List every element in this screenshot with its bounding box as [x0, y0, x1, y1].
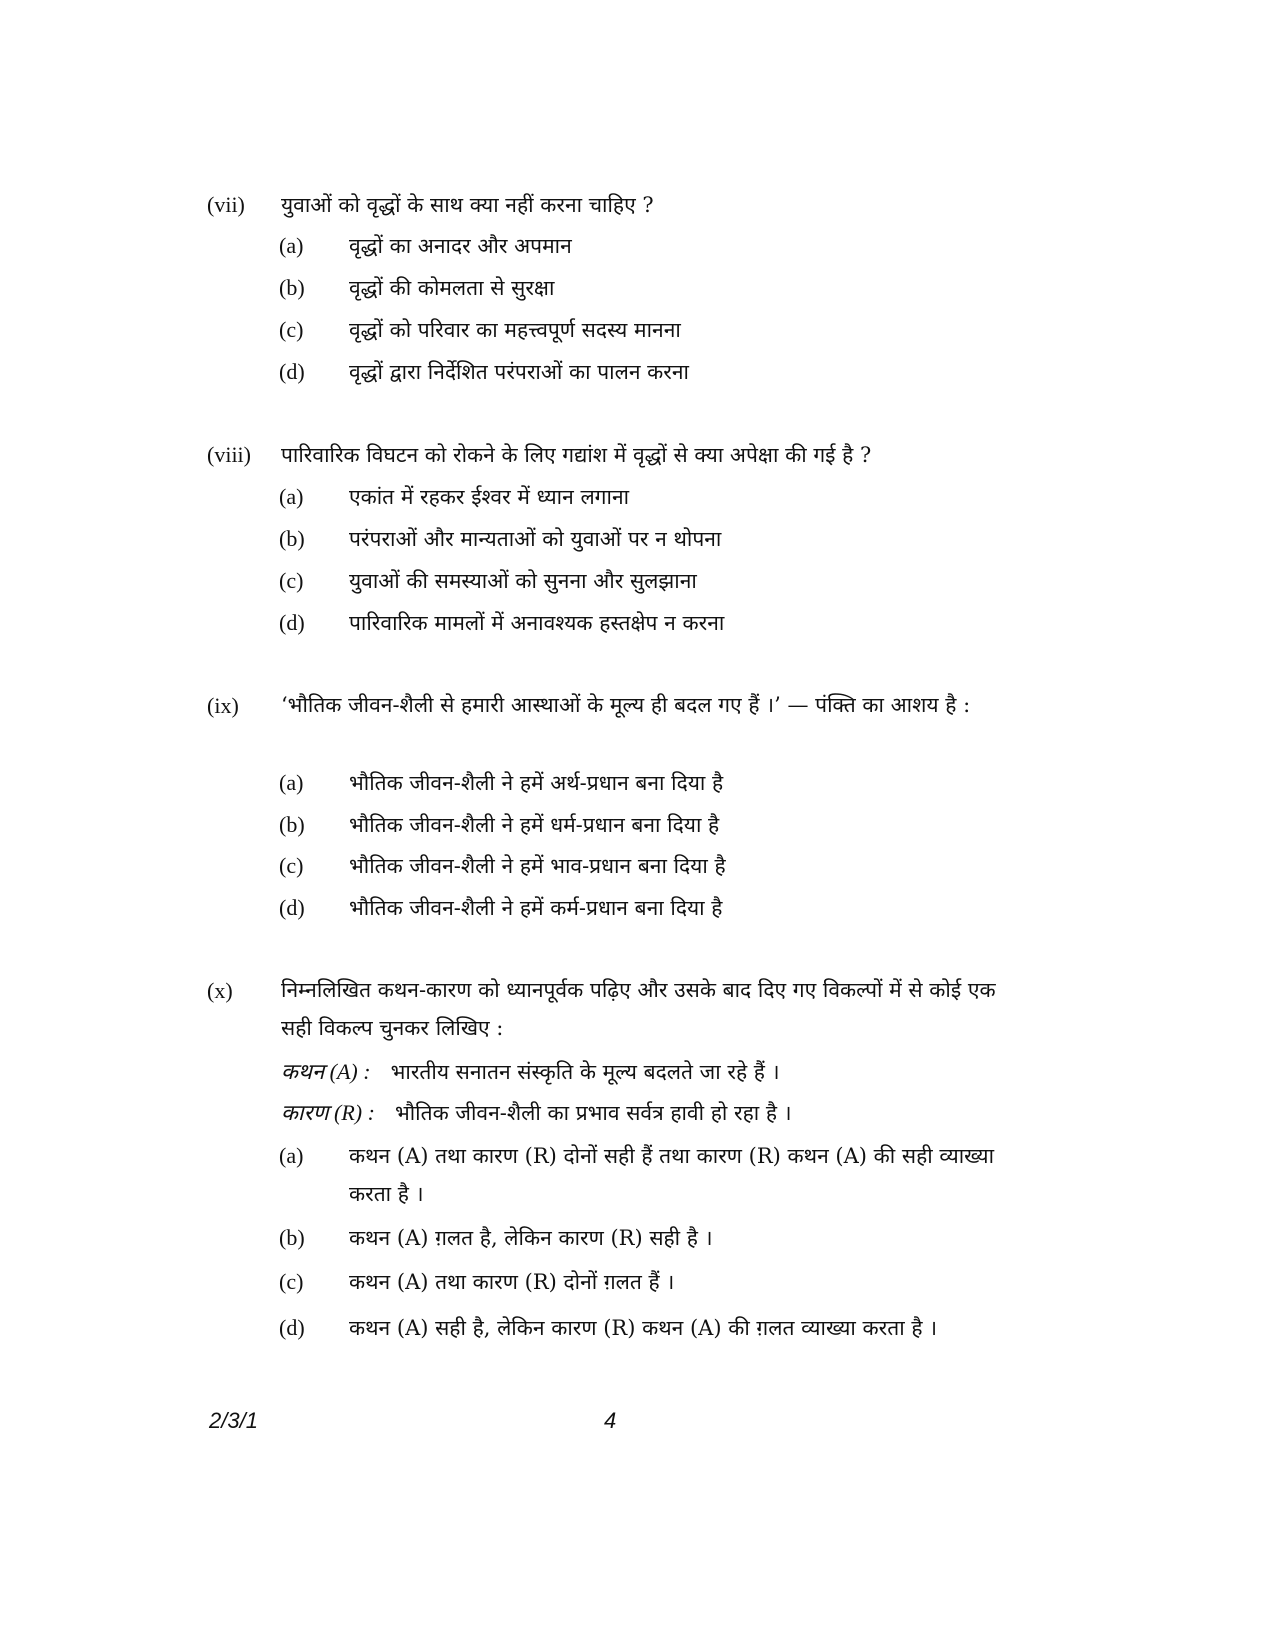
option-text: भौतिक जीवन-शैली ने हमें अर्थ-प्रधान बना दिया है	[349, 771, 724, 795]
option-text: वृद्धों की कोमलता से सुरक्षा	[349, 276, 555, 300]
reason-label: कारण (R) :	[281, 1100, 375, 1125]
option-text: कथन (A) ग़लत है, लेकिन कारण (R) सही है ।	[349, 1226, 713, 1250]
option-label: (d)	[279, 610, 305, 635]
option-label: (b)	[279, 812, 305, 837]
assertion-line	[281, 1056, 780, 1086]
option-label: (d)	[279, 895, 305, 920]
option-text: भौतिक जीवन-शैली ने हमें धर्म-प्रधान बना दिया है	[349, 813, 720, 837]
option-text: कथन (A) तथा कारण (R) दोनों सही हैं तथा कारण (R) कथन (A) की सही व्याख्या करता है ।	[349, 1144, 995, 1206]
question-number: (x)	[207, 978, 233, 1003]
option-label: (c)	[279, 568, 304, 593]
option-text: वृद्धों का अनादर और अपमान	[349, 234, 572, 258]
question-text: पारिवारिक विघटन को रोकने के लिए गद्यांश में वृद्धों से क्या अपेक्षा की गई है ?	[281, 443, 872, 467]
option-text: कथन (A) तथा कारण (R) दोनों ग़लत हैं ।	[349, 1270, 675, 1294]
question-text: निम्नलिखित कथन-कारण को ध्यानपूर्वक पढ़िए और उसके बाद दिए गए विकल्पों में से कोई एक सही विकल्प चुनकर लिखिए :	[281, 978, 996, 1040]
page-number: 4	[604, 1408, 617, 1433]
option-label: (b)	[279, 275, 305, 300]
option-text: कथन (A) सही है, लेकिन कारण (R) कथन (A) की ग़लत व्याख्या करता है ।	[349, 1316, 938, 1340]
option-label: (b)	[279, 1225, 305, 1250]
question-number: (ix)	[207, 693, 239, 718]
option-text: भौतिक जीवन-शैली ने हमें कर्म-प्रधान बना दिया है	[349, 896, 723, 920]
option-text: पारिवारिक मामलों में अनावश्यक हस्तक्षेप न करना	[349, 611, 725, 635]
option-label: (a)	[279, 484, 304, 509]
option-text: एकांत में रहकर ईश्वर में ध्यान लगाना	[349, 485, 630, 509]
option-text: वृद्धों द्वारा निर्देशित परंपराओं का पालन करना	[349, 360, 689, 384]
option-text: परंपराओं और मान्यताओं को युवाओं पर न थोपना	[349, 527, 722, 551]
option-label: (c)	[279, 853, 304, 878]
option-label: (c)	[279, 1269, 304, 1294]
question-number: (viii)	[207, 442, 251, 467]
question-text: युवाओं को वृद्धों के साथ क्या नहीं करना चाहिए ?	[281, 193, 654, 217]
option-label: (d)	[279, 359, 305, 384]
question-text: ‘भौतिक जीवन-शैली से हमारी आस्थाओं के मूल्य ही बदल गए हैं ।’ — पंक्ति का आशय है :	[281, 693, 971, 717]
option-label: (b)	[279, 526, 305, 551]
assertion-label: कथन (A) :	[281, 1059, 371, 1084]
question-number: (vii)	[207, 192, 245, 217]
assertion-text: भारतीय सनातन संस्कृति के मूल्य बदलते जा रहे हैं ।	[390, 1060, 780, 1084]
option-label: (a)	[279, 770, 304, 795]
option-label: (a)	[279, 1143, 304, 1168]
option-text: भौतिक जीवन-शैली ने हमें भाव-प्रधान बना दिया है	[349, 854, 726, 878]
option-label: (a)	[279, 233, 304, 258]
paper-code: 2/3/1	[209, 1408, 258, 1433]
reason-text: भौतिक जीवन-शैली का प्रभाव सर्वत्र हावी हो रहा है ।	[394, 1101, 792, 1125]
option-label: (c)	[279, 317, 304, 342]
option-text: युवाओं की समस्याओं को सुनना और सुलझाना	[349, 569, 697, 593]
option-text: वृद्धों को परिवार का महत्त्वपूर्ण सदस्य मानना	[349, 318, 681, 342]
reason-line	[281, 1097, 792, 1127]
option-label: (d)	[279, 1315, 305, 1340]
